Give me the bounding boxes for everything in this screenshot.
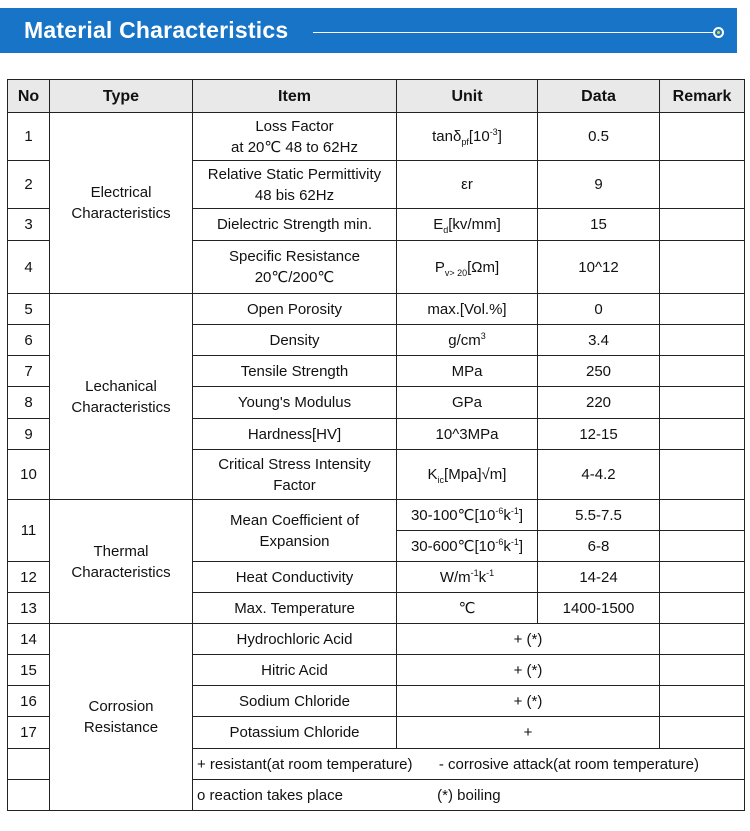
resistance-value-cell: + (*)	[397, 624, 660, 655]
remark-cell	[660, 562, 745, 593]
type-label: Characteristics	[71, 563, 171, 581]
row-no: 12	[8, 562, 50, 593]
unit-text: k	[503, 506, 511, 524]
unit-subscript: v> 20	[444, 267, 468, 278]
row-no: 9	[8, 419, 50, 450]
row-no: 4	[8, 241, 50, 294]
row-no: 6	[8, 325, 50, 356]
column-header-no: No	[8, 80, 50, 113]
table-row	[8, 624, 745, 655]
row-no: 11	[8, 500, 50, 562]
unit-text: [10	[468, 128, 490, 145]
row-no: 8	[8, 387, 50, 419]
remark-cell	[660, 356, 745, 387]
item-line: 48 bis 62Hz	[254, 186, 335, 204]
remark-cell	[660, 500, 745, 531]
data-cell: 1400-1500	[538, 593, 660, 624]
item-cell	[193, 209, 397, 241]
item-cell	[193, 161, 397, 209]
data-cell: 250	[538, 356, 660, 387]
remark-cell	[660, 686, 745, 717]
unit-superscript: -1	[486, 567, 495, 578]
data-cell: 0.5	[538, 113, 660, 161]
row-no: 5	[8, 294, 50, 325]
row-no: 17	[8, 717, 50, 749]
data-cell: 14-24	[538, 562, 660, 593]
row-no: 2	[8, 161, 50, 209]
item-line: Loss Factor	[255, 117, 334, 135]
unit-text: W/m	[439, 568, 471, 586]
header-divider-line	[313, 32, 719, 33]
item-line: Relative Static Permittivity	[207, 165, 382, 183]
unit-text: [Ωm]	[467, 258, 500, 276]
item-cell	[193, 717, 397, 749]
item-line: Potassium Chloride	[229, 724, 360, 741]
remark-cell	[660, 161, 745, 209]
unit-superscript: 3	[480, 330, 486, 341]
item-cell	[193, 113, 397, 161]
data-cell: 5.5-7.5	[538, 500, 660, 531]
table-row	[8, 113, 745, 161]
item-line: at 20℃ 48 to 62Hz	[231, 138, 358, 156]
unit-cell	[397, 450, 538, 500]
legend-resistant: + resistant(at room temperature)	[197, 755, 413, 773]
column-header-data: Data	[538, 80, 660, 113]
item-line: Sodium Chloride	[239, 692, 350, 710]
type-label: Resistance	[83, 719, 159, 736]
remark-cell	[660, 655, 745, 686]
unit-cell: εr	[397, 161, 538, 209]
item-line: Max. Temperature	[234, 599, 355, 617]
unit-cell: GPa	[397, 387, 538, 419]
type-label: Characteristics	[71, 205, 171, 222]
remark-cell	[660, 450, 745, 500]
unit-text: k	[478, 568, 487, 586]
unit-superscript: -3	[489, 127, 498, 137]
item-line: 20℃/200℃	[254, 269, 335, 286]
item-line: Critical Stress Intensity	[218, 455, 371, 473]
data-cell: 12-15	[538, 419, 660, 450]
type-label: Corrosion	[88, 698, 154, 715]
item-cell	[193, 593, 397, 624]
data-cell: 9	[538, 161, 660, 209]
remark-cell	[660, 294, 745, 325]
unit-text: ]	[497, 128, 502, 145]
column-header-item: Item	[193, 80, 397, 113]
type-cell-thermal	[50, 500, 193, 624]
data-cell: 0	[538, 294, 660, 325]
item-cell	[193, 500, 397, 562]
unit-superscript: -1	[510, 505, 519, 516]
item-cell	[193, 624, 397, 655]
unit-text: K	[427, 466, 438, 483]
unit-text: k	[503, 537, 511, 555]
row-no: 7	[8, 356, 50, 387]
type-label: Thermal	[93, 542, 149, 560]
unit-subscript: ic	[437, 475, 445, 485]
unit-cell: 10^3MPa	[397, 419, 538, 450]
item-line: Hitric Acid	[261, 661, 328, 679]
material-characteristics-table	[7, 79, 745, 811]
remark-cell	[660, 113, 745, 161]
unit-cell	[397, 241, 538, 294]
item-line: Density	[269, 331, 320, 349]
type-cell-corrosion	[50, 624, 193, 811]
unit-text: [kv/mm]	[448, 216, 501, 233]
item-cell	[193, 419, 397, 450]
unit-cell: ℃	[397, 593, 538, 624]
legend-reaction: o reaction takes place	[197, 786, 343, 804]
unit-text: g/cm	[448, 331, 481, 349]
resistance-value-cell: +	[397, 717, 660, 749]
item-line: Open Porosity	[246, 300, 343, 318]
item-line: Factor	[273, 476, 316, 494]
item-line: Hardness[HV]	[247, 425, 342, 443]
item-cell	[193, 294, 397, 325]
unit-superscript: -6	[495, 536, 504, 547]
data-cell: 6-8	[538, 531, 660, 562]
item-cell	[193, 325, 397, 356]
row-no: 1	[8, 113, 50, 161]
item-cell	[193, 356, 397, 387]
remark-cell	[660, 387, 745, 419]
item-cell	[193, 686, 397, 717]
item-line: Dielectric Strength min.	[216, 216, 373, 233]
unit-cell	[397, 500, 538, 531]
unit-text: 30-600℃[10	[410, 537, 496, 555]
section-title: Material Characteristics	[24, 17, 289, 43]
type-label: Lechanical	[85, 377, 157, 395]
unit-superscript: -1	[470, 567, 479, 578]
item-line: Heat Conductivity	[235, 568, 354, 586]
remark-cell	[660, 593, 745, 624]
unit-cell: max.[Vol.%]	[397, 294, 538, 325]
unit-text: tanδ	[432, 128, 462, 145]
remark-cell	[660, 624, 745, 655]
row-no	[8, 780, 50, 811]
item-cell	[193, 241, 397, 294]
item-line: Specific Resistance	[229, 248, 360, 265]
unit-cell	[397, 325, 538, 356]
data-cell: 15	[538, 209, 660, 241]
resistance-value-cell: + (*)	[397, 655, 660, 686]
header-dot-icon	[713, 27, 724, 38]
data-cell: 3.4	[538, 325, 660, 356]
unit-superscript: -6	[495, 505, 504, 516]
unit-text: 30-100℃[10	[410, 506, 496, 524]
row-no: 10	[8, 450, 50, 500]
legend-cell	[193, 780, 745, 811]
unit-superscript: -1	[510, 536, 519, 547]
row-no: 14	[8, 624, 50, 655]
type-cell-electrical	[50, 113, 193, 294]
type-label: Characteristics	[71, 398, 171, 416]
unit-cell: MPa	[397, 356, 538, 387]
item-line: Expansion	[259, 532, 330, 550]
remark-cell	[660, 325, 745, 356]
item-cell	[193, 387, 397, 419]
remark-cell	[660, 531, 745, 562]
item-cell	[193, 450, 397, 500]
unit-cell	[397, 113, 538, 161]
unit-text: E	[433, 216, 444, 233]
row-no: 13	[8, 593, 50, 624]
table-row	[8, 500, 745, 531]
legend-cell	[193, 749, 745, 780]
unit-cell	[397, 562, 538, 593]
unit-text: [Mpa]√m]	[444, 466, 507, 483]
legend-boiling: (*) boiling	[437, 786, 501, 804]
remark-cell	[660, 419, 745, 450]
remark-cell	[660, 209, 745, 241]
unit-text: ]	[518, 537, 524, 555]
remark-cell	[660, 717, 745, 749]
table-header-row	[8, 80, 745, 113]
unit-text: P	[434, 258, 445, 276]
column-header-unit: Unit	[397, 80, 538, 113]
item-line: Tensile Strength	[240, 362, 349, 380]
unit-cell	[397, 531, 538, 562]
row-no: 3	[8, 209, 50, 241]
remark-cell	[660, 241, 745, 294]
type-label: Electrical	[90, 184, 152, 201]
resistance-value-cell: + (*)	[397, 686, 660, 717]
unit-cell	[397, 209, 538, 241]
data-cell: 10^12	[538, 241, 660, 294]
item-line: Young's Modulus	[237, 394, 352, 411]
column-header-type: Type	[50, 80, 193, 113]
item-line: Hydrochloric Acid	[236, 630, 353, 648]
data-cell: 220	[538, 387, 660, 419]
unit-text: ]	[518, 506, 524, 524]
row-no	[8, 749, 50, 780]
type-cell-mechanical	[50, 294, 193, 500]
item-line: Mean Coefficient of	[230, 511, 359, 529]
column-header-remark: Remark	[660, 80, 745, 113]
data-cell: 4-4.2	[538, 450, 660, 500]
unit-subscript: pf	[461, 137, 469, 147]
item-cell	[193, 562, 397, 593]
row-no: 16	[8, 686, 50, 717]
item-cell	[193, 655, 397, 686]
table-row	[8, 294, 745, 325]
legend-corrosive: - corrosive attack(at room temperature)	[438, 755, 699, 773]
unit-subscript: d	[443, 225, 449, 235]
row-no: 15	[8, 655, 50, 686]
section-header	[0, 8, 737, 53]
